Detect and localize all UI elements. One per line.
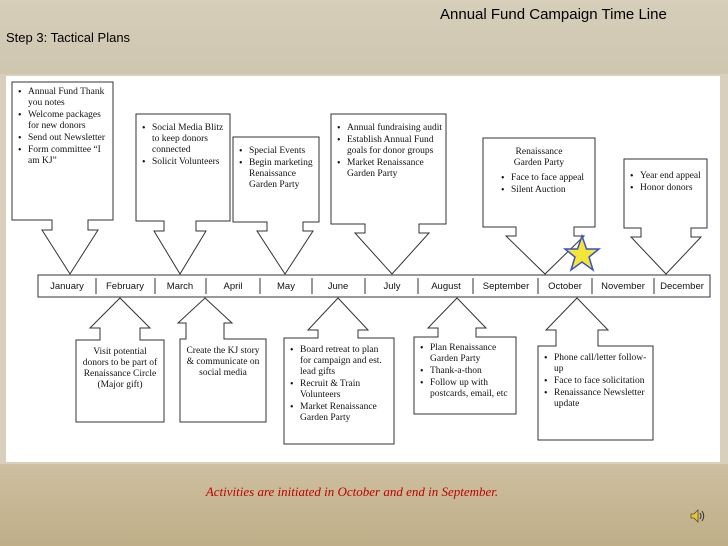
list-item: • Solicit Volunteers xyxy=(152,157,226,168)
list-item: • Social Media Blitz to keep donors connected xyxy=(152,123,226,156)
box-january xyxy=(12,84,113,171)
list-item: • Follow up with postcards, email, etc xyxy=(430,378,512,400)
month-october: October xyxy=(548,281,582,292)
month-march: March xyxy=(166,281,194,292)
list-item: • Annual fundraising audit xyxy=(347,123,442,134)
list-item: • Establish Annual Fund goals for donor groups xyxy=(347,135,442,157)
page-title: Annual Fund Campaign Time Line xyxy=(440,6,667,23)
list-item: • Form committee “I am KJ” xyxy=(28,145,109,167)
list-item: • Begin marketing Renaissance Garden Party xyxy=(249,158,315,191)
list-item: • Board retreat to plan for campaign and est. lead gifts xyxy=(300,345,390,378)
list-item: • Year end appeal xyxy=(640,171,703,182)
list-item: • Silent Auction xyxy=(511,185,591,196)
box-april: Create the KJ story & communicate on social media xyxy=(186,346,260,378)
list-item: • Face to face appeal xyxy=(511,173,591,184)
month-june: June xyxy=(327,281,349,292)
list-item: • Annual Fund Thank you notes xyxy=(28,87,109,109)
box-may xyxy=(233,143,319,195)
month-september: September xyxy=(482,281,530,292)
month-november: November xyxy=(601,281,645,292)
box-march xyxy=(136,120,230,172)
box-june-july xyxy=(331,120,446,184)
list-item: • Honor donors xyxy=(640,183,703,194)
month-august: August xyxy=(431,281,461,292)
box-september xyxy=(483,144,595,200)
list-item: • Renaissance Newsletter update xyxy=(554,388,649,410)
list-item: • Thank-a-thon xyxy=(430,366,512,377)
list-item: • Recruit & Train Volunteers xyxy=(300,379,390,401)
box-february: Visit potential donors to be part of Renaissance Circle (Major gift) xyxy=(82,347,158,390)
list-item: • Phone call/letter follow-up xyxy=(554,353,649,375)
month-february: February xyxy=(105,281,145,292)
list-item: • Plan Renaissance Garden Party xyxy=(430,343,512,365)
box-heading: Renaissance Garden Party xyxy=(513,147,565,168)
footer-note: Activities are initiated in October and end in September. xyxy=(205,484,499,499)
list-item: • Face to face solicitation xyxy=(554,376,649,387)
footer-band xyxy=(0,464,728,546)
month-july: July xyxy=(383,281,401,292)
month-may: May xyxy=(277,281,295,292)
month-january: January xyxy=(50,281,84,292)
box-november xyxy=(538,350,653,414)
box-june xyxy=(284,342,394,428)
list-item: • Welcome packages for new donors xyxy=(28,110,109,132)
speaker-icon[interactable] xyxy=(690,508,706,524)
step-title: Step 3: Tactical Plans xyxy=(6,30,131,45)
list-item: • Market Renaissance Garden Party xyxy=(347,158,442,180)
month-april: April xyxy=(223,281,243,292)
box-august xyxy=(414,340,516,404)
month-december: December xyxy=(660,281,704,292)
list-item: • Special Events xyxy=(249,146,315,157)
list-item: • Market Renaissance Garden Party xyxy=(300,402,390,424)
box-december xyxy=(624,168,707,198)
list-item: • Send out Newsletter xyxy=(28,133,109,144)
